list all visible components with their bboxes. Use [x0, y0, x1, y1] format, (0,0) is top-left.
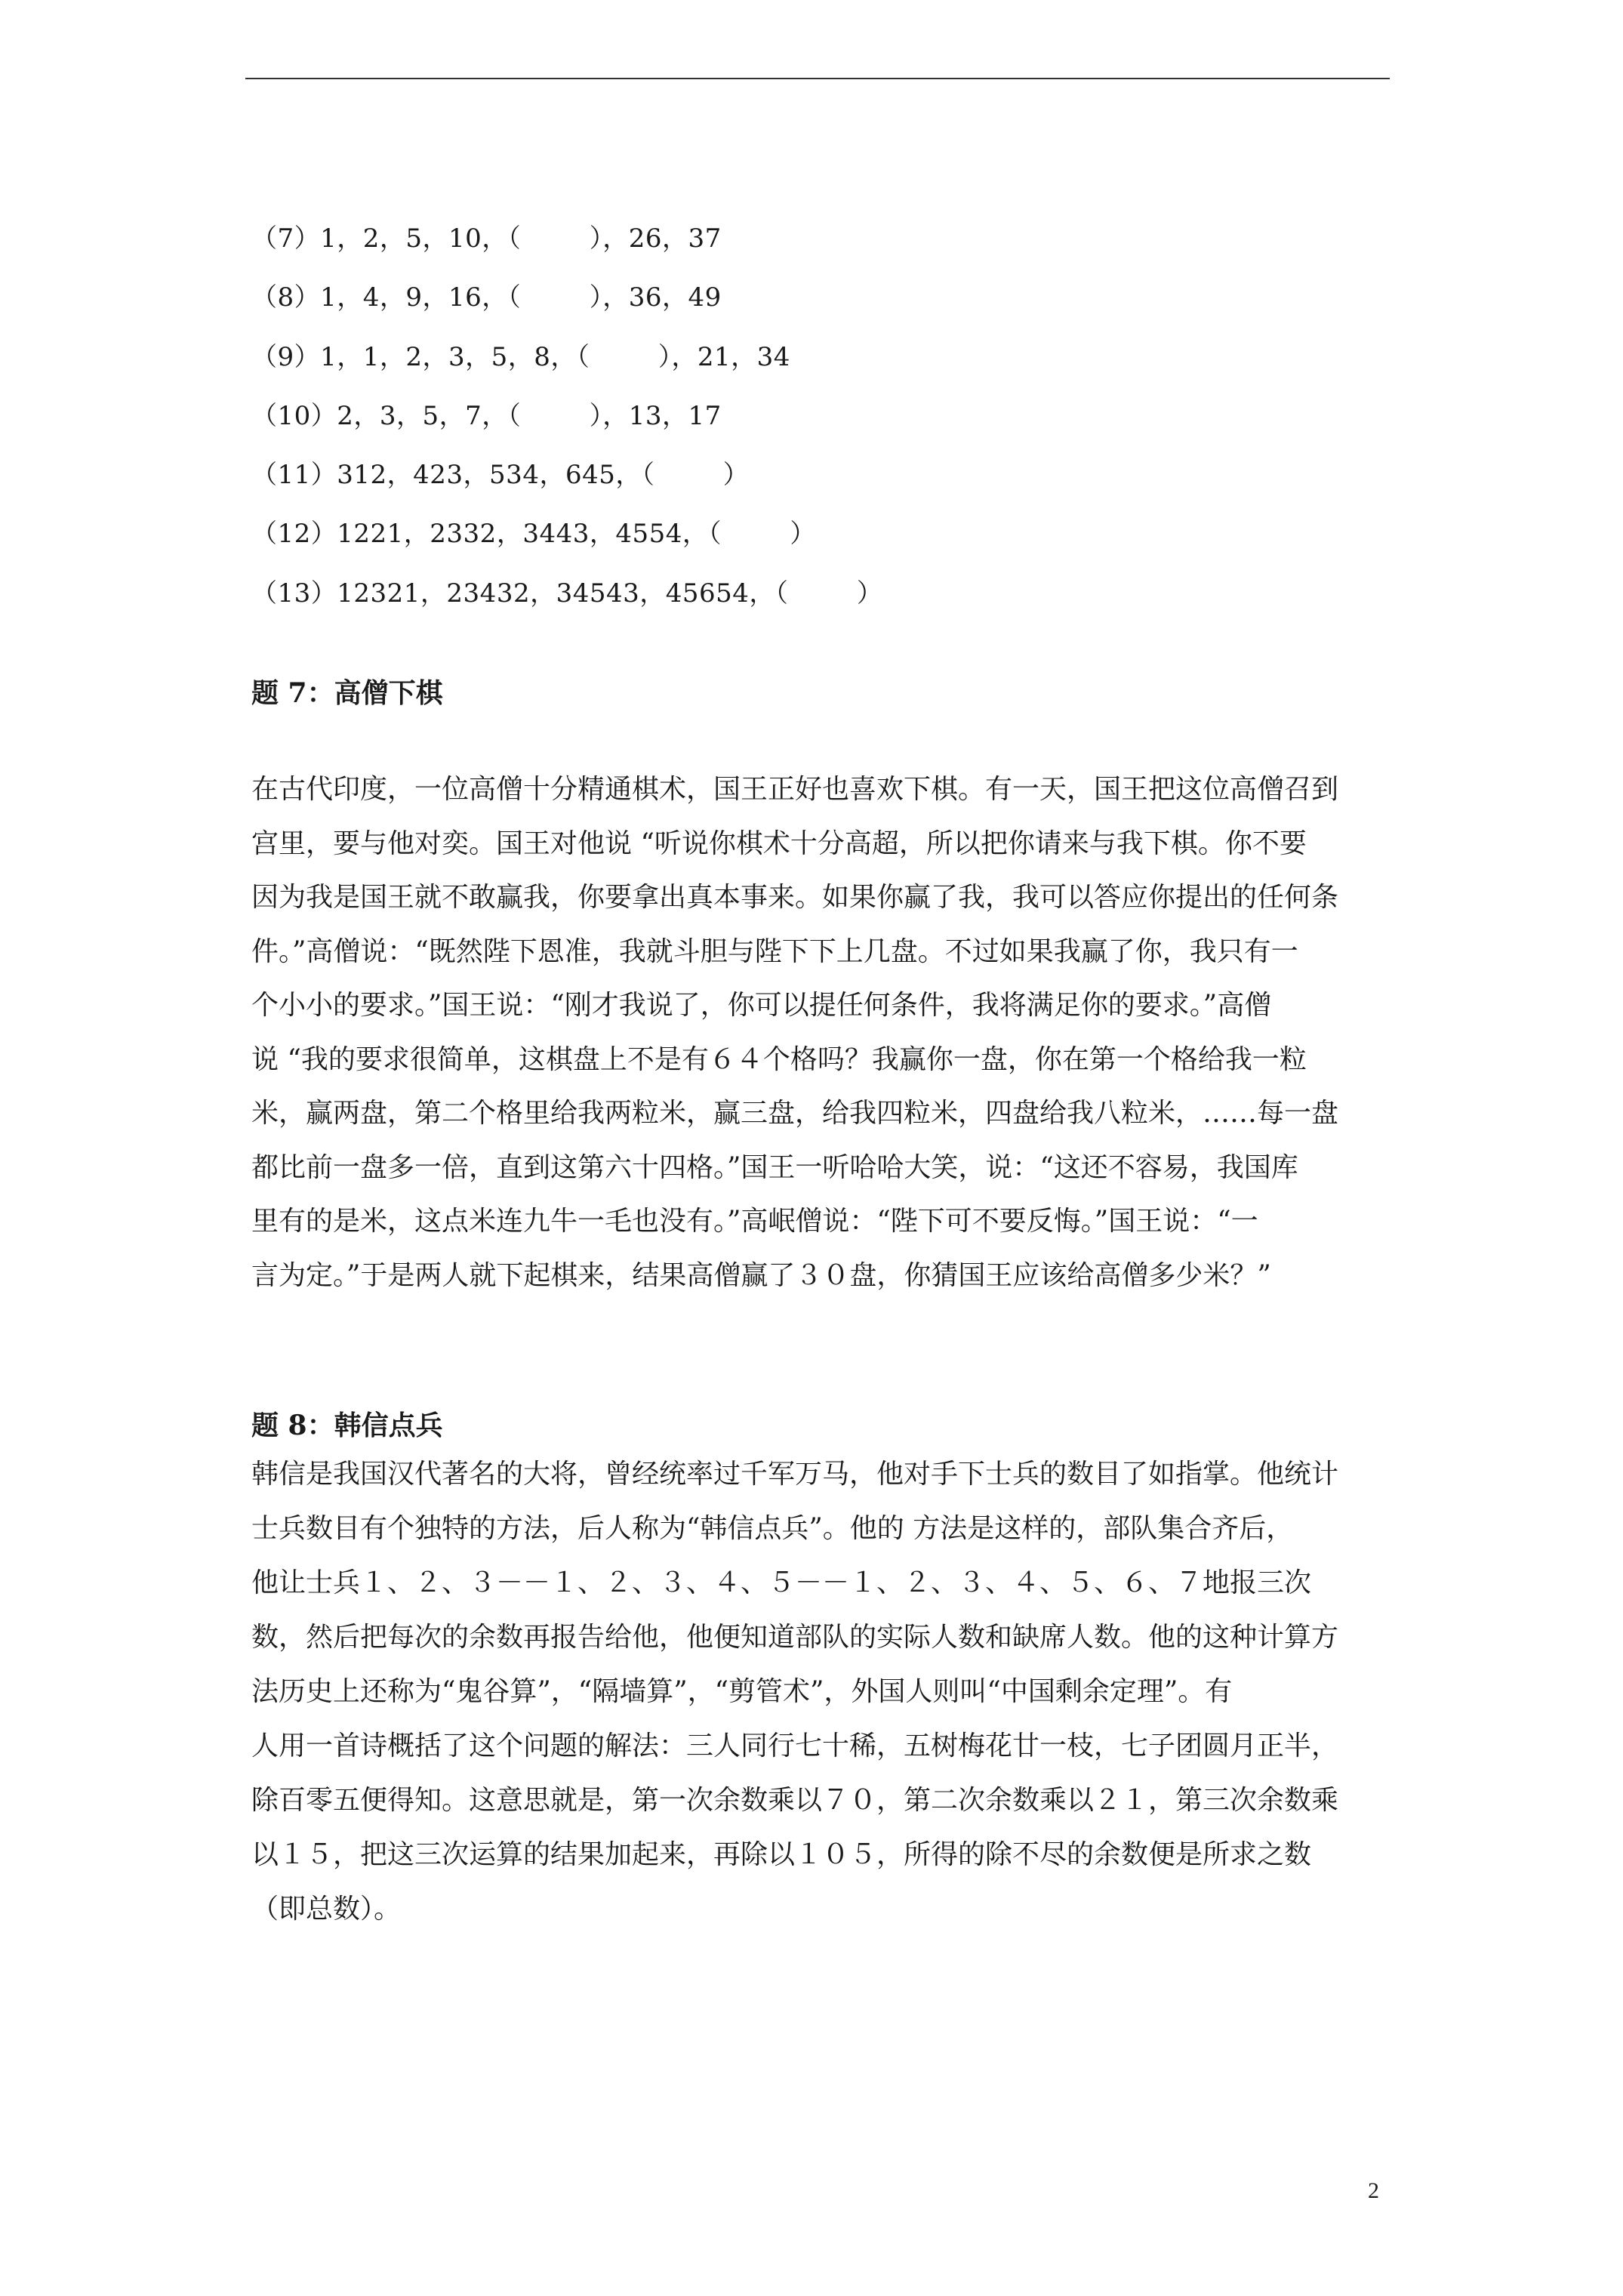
sequence-item: （7）1，2，5，10，（ ），26，37 [251, 223, 722, 254]
paragraph-line: 以１５，把这三次运算的结果加起来，再除以１０５，所得的除不尽的余数便是所求之数 [251, 1839, 1312, 1870]
paragraph-line: 说 “我的要求很简单，这棋盘上不是有６４个格吗？我赢你一盘，你在第一个格给我一粒 [251, 1043, 1307, 1075]
paragraph-line: （即总数）。 [251, 1894, 402, 1925]
paragraph-line: 法历史上还称为“鬼谷算”，“隔墙算”，“剪管术”，外国人则叫“中国剩余定理”。有 [251, 1676, 1233, 1707]
paragraph-line: 个小小的要求。”国王说：“刚才我说了，你可以提任何条件，我将满足你的要求。”高僧 [251, 990, 1272, 1021]
problem8-title: 题 8：韩信点兵 [251, 1410, 443, 1441]
paragraph-line: 除百零五便得知。这意思就是，第一次余数乘以７０，第二次余数乘以２１，第三次余数乘 [251, 1785, 1339, 1816]
problem7-body [251, 763, 1399, 1302]
problem8-body [251, 1447, 1399, 1937]
sequence-item: （8）1，4，9，16，（ ），36，49 [251, 282, 722, 313]
paragraph-line: 士兵数目有个独特的方法，后人称为“韩信点兵”。他的 方法是这样的，部队集合齐后， [251, 1513, 1294, 1544]
paragraph-line: 数，然后把每次的余数再报告给他，他便知道部队的实际人数和缺席人数。他的这种计算方 [251, 1622, 1339, 1653]
paragraph-line: 米，赢两盘，第二个格里给我两粒米，赢三盘，给我四粒米，四盘给我八粒米，……每一盘 [251, 1098, 1339, 1129]
sequence-item: （12）1221，2332，3443，4554，（ ） [251, 519, 816, 550]
page-number: 2 [1368, 2178, 1379, 2203]
paragraph-line: 宫里，要与他对奕。国王对他说 “听说你棋术十分高超，所以把你请来与我下棋。你不要 [251, 827, 1307, 859]
sequence-item: （9）1，1，2，3，5，8，（ ），21，34 [251, 341, 790, 372]
sequence-item: （13）12321，23432，34543，45654，（ ） [251, 578, 883, 609]
sequence-list [251, 217, 1384, 631]
paragraph-line: 人用一首诗概括了这个问题的解法：三人同行七十稀，五树梅花廿一枝，七子团圆月正半， [251, 1730, 1339, 1761]
paragraph-line: 他让士兵１、２、３－－１、２、３、４、５－－１、２、３、４、５、６、７地报三次 [251, 1567, 1312, 1598]
paragraph-line: 因为我是国王就不敢赢我，你要拿出真本事来。如果你赢了我，我可以答应你提出的任何条 [251, 882, 1339, 913]
problem7-title: 题 7：高僧下棋 [251, 677, 443, 709]
paragraph-line: 在古代印度，一位高僧十分精通棋术，国王正好也喜欢下棋。有一天，国王把这位高僧召到 [251, 774, 1339, 805]
paragraph-line: 里有的是米，这点米连九牛一毛也没有。”高岷僧说：“陛下可不要反悔。”国王说：“一 [251, 1206, 1258, 1237]
header-rule [245, 78, 1390, 79]
paragraph-line: 都比前一盘多一倍，直到这第六十四格。”国王一听哈哈大笑，说：“这还不容易，我国库 [251, 1151, 1298, 1183]
sequence-item: （11）312，423，534，645，（ ） [251, 460, 750, 491]
paragraph-line: 言为定。”于是两人就下起棋来，结果高僧赢了３０盘，你猜国王应该给高僧多少米？” [251, 1259, 1271, 1291]
paragraph-line: 韩信是我国汉代著名的大将，曾经统率过千军万马，他对手下士兵的数目了如指掌。他统计 [251, 1459, 1339, 1490]
paragraph-line: 件。”高僧说：“既然陛下恩准，我就斗胆与陛下下上几盘。不过如果我赢了你，我只有一 [251, 935, 1298, 967]
sequence-item: （10）2，3，5，7，（ ），13，17 [251, 400, 722, 431]
